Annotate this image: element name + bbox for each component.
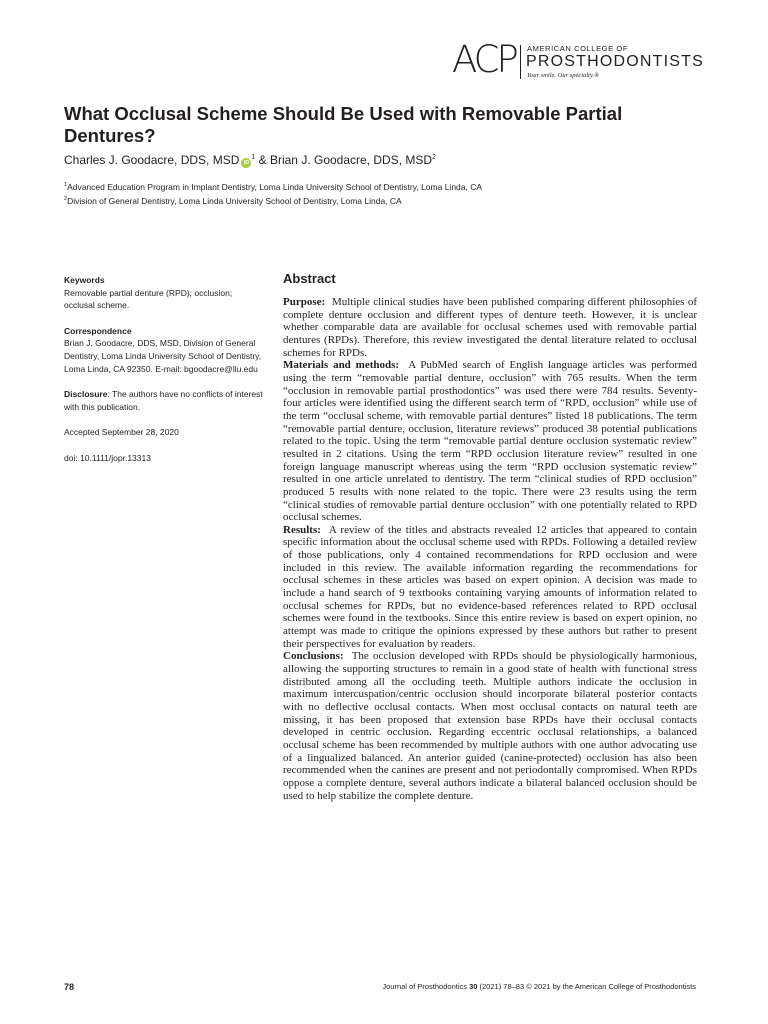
affiliation-2-text: Division of General Dentistry, Loma Linda University School of Dentistry, Loma Linda, CA [67, 196, 402, 206]
journal-citation [382, 982, 696, 991]
accepted-date: Accepted September 28, 2020 [64, 427, 179, 438]
affiliation-2-num: 2 [64, 196, 68, 203]
keywords-text: Removable partial denture (RPD); occlusion; occlusal scheme. [64, 287, 233, 311]
journal-prefix: Journal of Prosthodontics [382, 982, 470, 991]
abstract-conclusions [283, 650, 697, 802]
abstract-heading: Abstract [283, 271, 336, 286]
author-2-name: Brian J. Goodacre, DDS, MSD [269, 153, 433, 167]
logo-mark: ACP [452, 38, 516, 81]
doi[interactable]: doi: 10.1111/jopr.13313 [64, 452, 151, 463]
abstract-methods [283, 359, 697, 524]
correspondence-heading: Correspondence [64, 325, 132, 336]
affiliation-1-num: 1 [64, 182, 68, 189]
logo-org-top: AMERICAN COLLEGE OF [527, 44, 629, 53]
affiliation-1 [64, 182, 482, 192]
correspondence-block [64, 325, 264, 375]
purpose-label: Purpose: [283, 296, 326, 308]
results-text: A review of the titles and abstracts revealed 12 articles that appeared to contain specific information about the occlusal scheme used with RPDs. Following a detailed review of those publications, only 4 contained recommendations for RPD occlusion and were included in this review. The available information regarding the recommendations for occlusal schemes in these articles was based on expert opinion. A decision was made to include a hand search of 9 textbooks containing varying amounts of information related to occlusal schemes for RPDs, but no evidence-based references related to RPD occlusal schemes were found in the textbooks. Since this entire review is based on expert opinion, no attempt was made to critique the opinions expressed by these authors but rather to present their perspectives for evaluation by readers. [283, 523, 697, 650]
orcid-icon[interactable]: iD [241, 158, 251, 168]
logo-divider [520, 45, 521, 79]
affiliation-2 [64, 196, 402, 206]
author-separator: & [255, 153, 270, 167]
conclusions-label: Conclusions: [283, 650, 344, 663]
abstract-results [283, 524, 697, 651]
acp-logo [452, 38, 705, 82]
disclosure-heading: Disclosure [64, 389, 108, 400]
methods-label: Materials and methods: [283, 359, 400, 372]
keywords-block [64, 274, 264, 312]
disclosure-text: : The authors have no conflicts of interest with this publication. [64, 389, 263, 412]
purpose-text: Multiple clinical studies have been published comparing different philosophies of complete denture occlusion and different types of denture teeth. However, it is unclear whether comparable data are available for occlusal schemes used with removable partial dentures (RPDs). Therefore, this review investigated the dental literature related to occlusal schemes for RPDs. [283, 296, 698, 359]
keywords-heading: Keywords [64, 275, 105, 285]
affiliation-1-text: Advanced Education Program in Implant Dentistry, Loma Linda University School of Dentistry, Loma Linda, CA [67, 182, 483, 192]
disclosure-block [64, 388, 264, 413]
conclusions-text: The occlusion developed with RPDs should be physiologically harmonious, allowing the supporting structures to remain in a good state of health with functional stress distributed among all the occluding teeth. Multiple authors indicate the occlusion in maximum intercuspation/centric occlusion should incorporate bilateral posterior contacts with no deflective occlusal contacts. When most occlusal contacts on natural teeth are missing, it has been proposed that extension base RPDs have their occlusal contacts developed in centric occlusion. Regarding eccentric occlusal relationships, a balanced occlusal scheme has been recommended by multiple authors with one author advocating use of a lingualized balanced. An anterior guided (canine-protected) occlusion has also been recommended when the canines are present and not periodontally compromised. When RPDs oppose a complete denture, several authors indicate a bilateral balanced occlusion should be used to help stabilize the complete denture. [283, 650, 697, 802]
author-2-affil-ref: 2 [432, 154, 436, 161]
abstract-section [283, 271, 697, 802]
abstract-purpose [283, 296, 697, 359]
logo-tagline: Your smile. Our specialty.® [527, 72, 600, 79]
author-line [64, 153, 436, 168]
page-number: 78 [64, 982, 75, 992]
results-label: Results: [283, 523, 321, 536]
correspondence-text: Brian J. Goodacre, DDS, MSD, Division of General Dentistry, Loma Linda University School of Dentistry, Loma Linda, CA 92350. E-mail: bgoodacre@llu.edu [64, 338, 262, 374]
logo-org-main: PROSTHODONTISTS [526, 53, 705, 70]
journal-volume: 30 [469, 982, 478, 991]
author-1-name: Charles J. Goodacre, DDS, MSD [64, 153, 240, 167]
journal-suffix: (2021) 78–83 © 2021 by the American College of Prosthodontists [477, 982, 696, 991]
article-title: What Occlusal Scheme Should Be Used with Removable Partial Dentures? [64, 103, 623, 146]
methods-text: A PubMed search of English language articles was performed using the term “removable partial denture, occlusion” with 765 results. When the term “occlusion in removable partial prosthodontics” was used there were 784 results. Seventy-four articles were identified using the different search term of “RPD, occlusion” while use of the term “occlusal scheme, with removable partial dentures” listed 18 publications. The term “removable partial denture, occlusion, literature reviews” produced 38 potential publications related to the topic. Using the term “removable partial denture occlusion systematic review” resulted in 2 citations. Using the term “RPD occlusion literature review” resulted in one foreign language manuscript whereas using the term “RPD occlusion systematic review” resulted in one article unrelated to dentistry. The term “clinical studies of RPD occlusion” produced 5 results with none related to the topic. There were 23 results using the term “clinical studies of removable partial denture occlusion” with one potentially related to RPD occlusal schemes. [283, 359, 697, 524]
article-sidebar [64, 274, 264, 478]
author-1-affil-ref: 1 [251, 154, 256, 161]
